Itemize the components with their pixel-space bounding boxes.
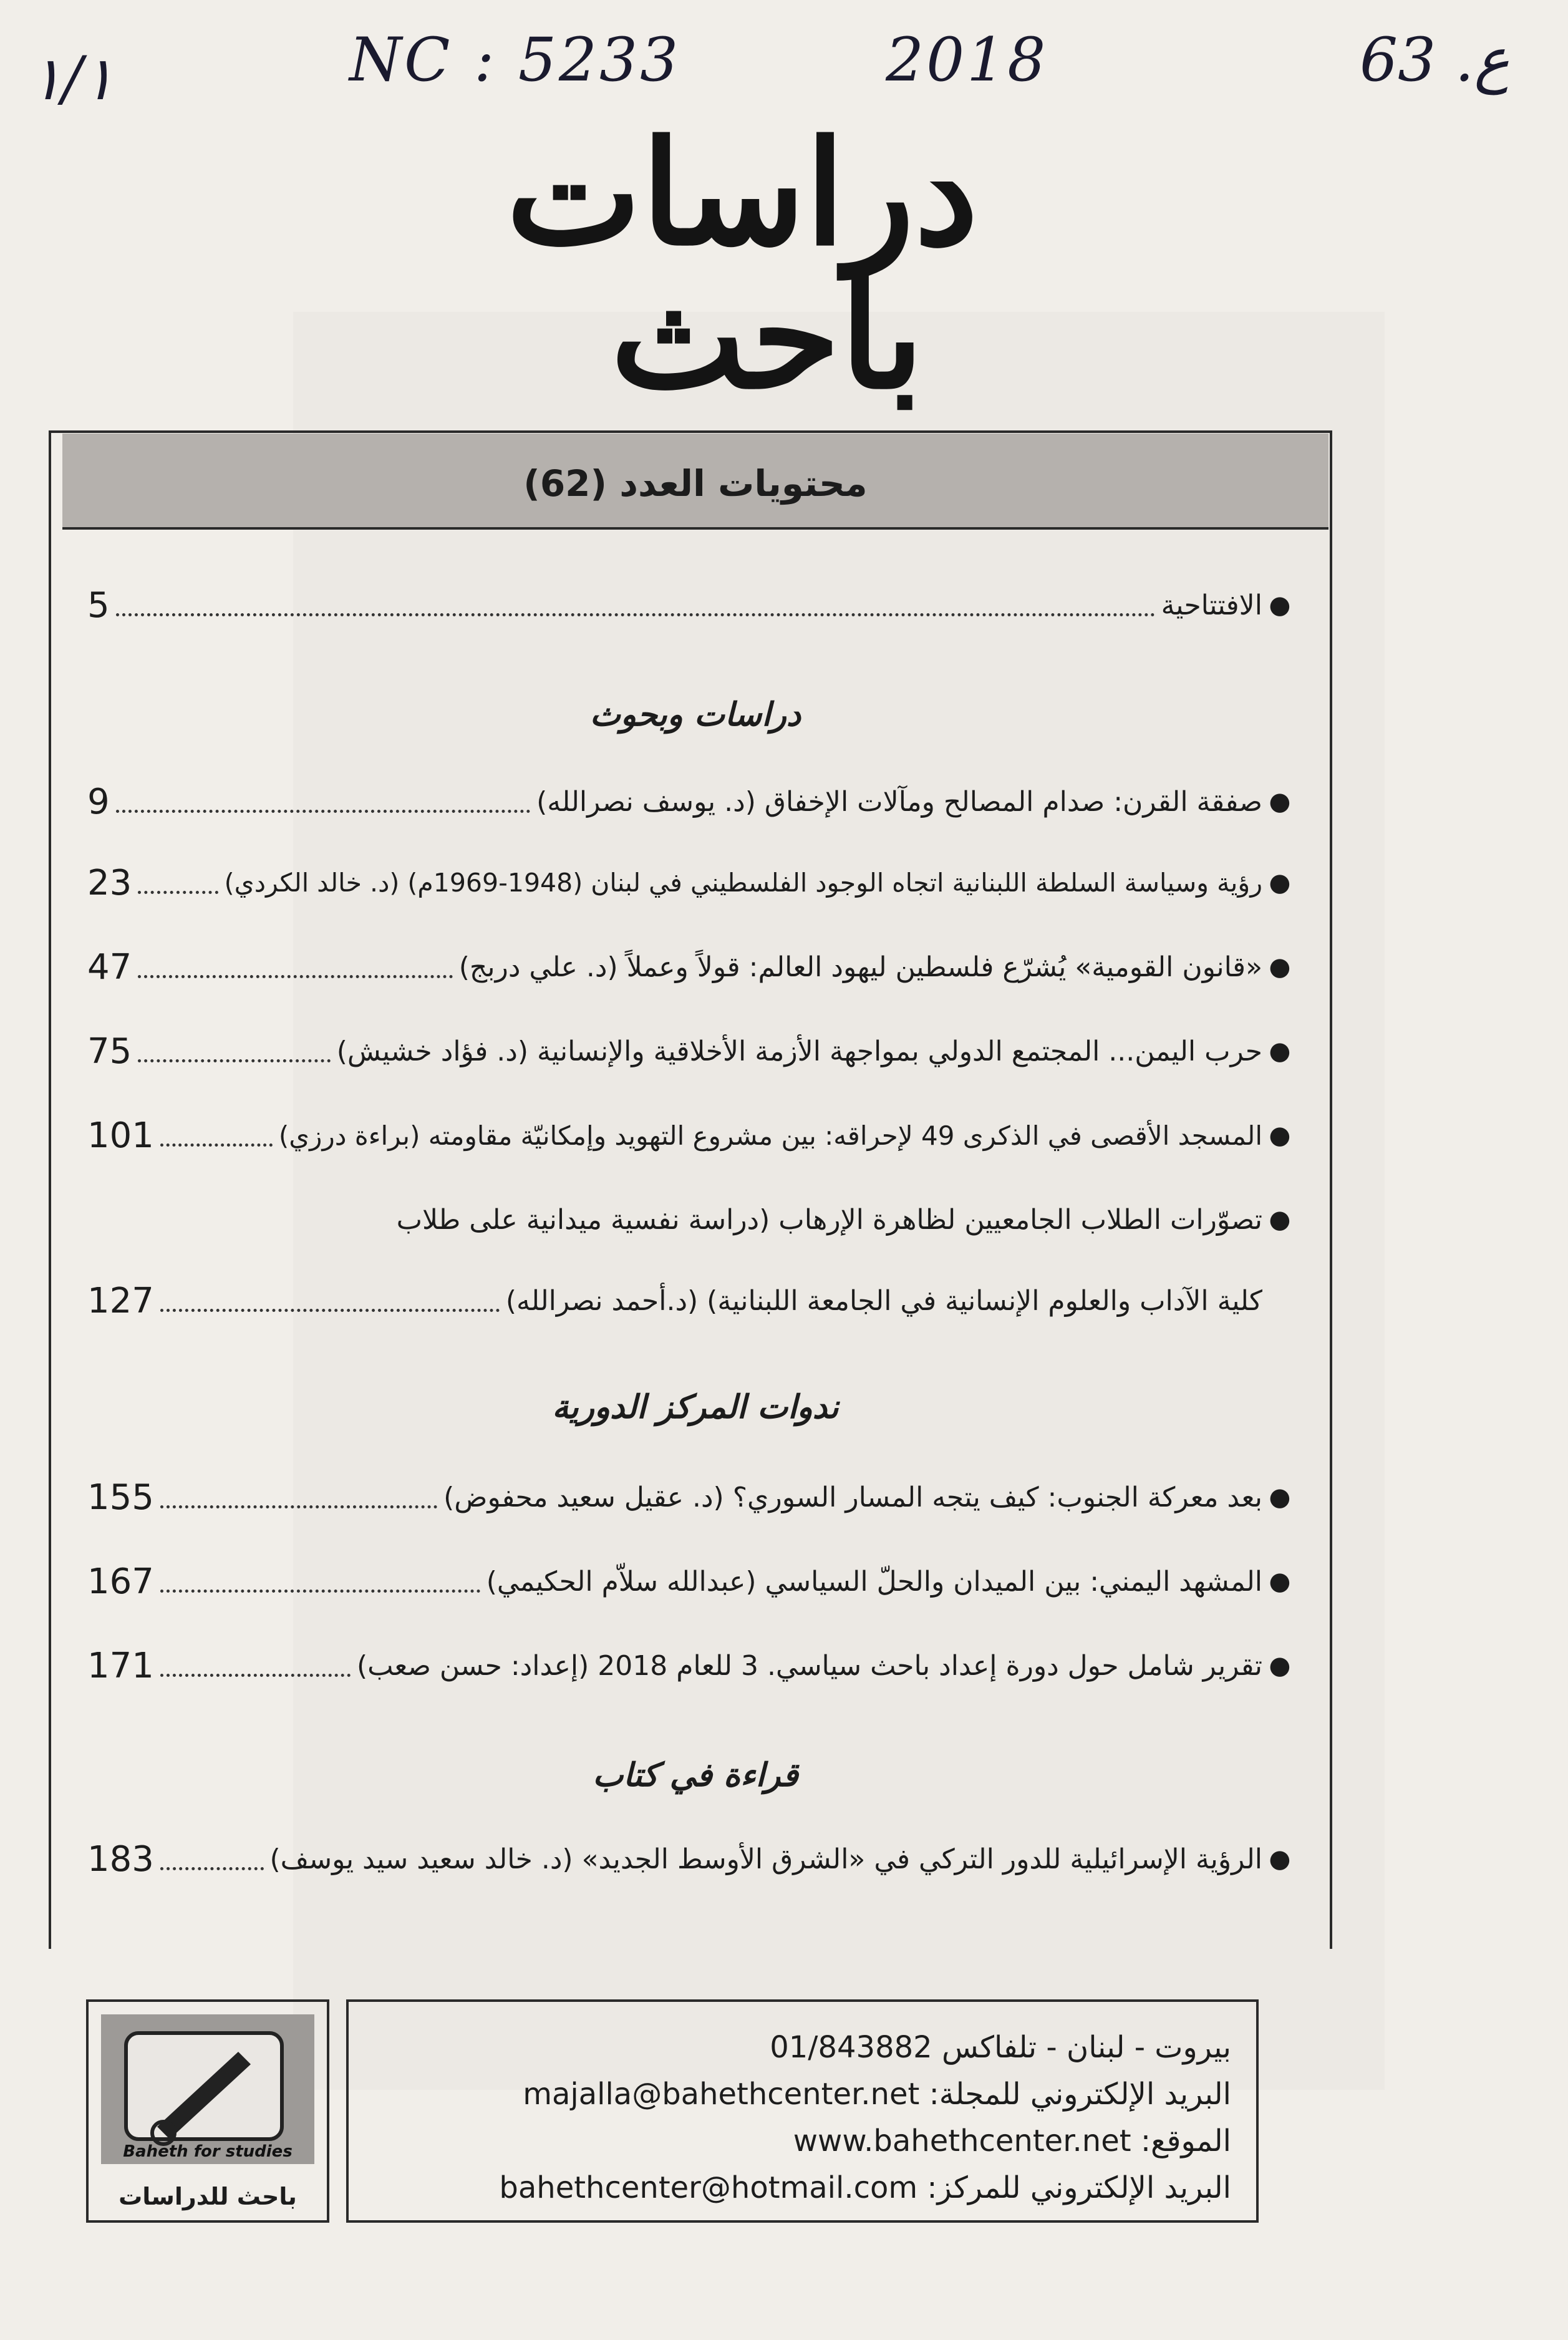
header-rule: [62, 527, 1328, 530]
toc-entry: ● الافتتاحية 5: [87, 577, 1297, 633]
emblem-image: [101, 2014, 314, 2164]
bullet-icon: ●: [1269, 787, 1291, 816]
bullet-icon: ●: [1269, 1205, 1291, 1234]
contents-frame: [49, 430, 1332, 1949]
toc-entry: ● الرؤية الإسرائيلية للدور التركي في «الشرق الأوسط الجديد» (د. خالد سعيد سيد يوسف) 183: [87, 1831, 1297, 1887]
handwritten-ref: 63 .ع: [1360, 25, 1510, 95]
dot-leader: [138, 956, 452, 978]
logo-line2: باحث: [610, 253, 924, 418]
dot-leader: [116, 791, 531, 813]
page-number: 101: [87, 1115, 154, 1156]
bullet-icon: ●: [1269, 953, 1291, 981]
page-number: 5: [87, 585, 110, 626]
bullet-icon: ●: [1269, 1845, 1291, 1873]
contents-header-title: محتويات العدد (62): [523, 462, 868, 505]
dot-leader: [160, 1571, 480, 1593]
bullet-icon: ●: [1269, 591, 1291, 619]
page-number: 127: [87, 1280, 154, 1321]
emblem-english: Baheth for studies: [123, 2142, 293, 2161]
dot-leader: [160, 1655, 351, 1677]
dot-leader: [160, 1290, 500, 1312]
page-number: 9: [87, 781, 110, 822]
handwritten-call-number: NC : 5233: [349, 25, 681, 95]
contact-website: الموقع: www.bahethcenter.net: [793, 2124, 1231, 2158]
emblem-arabic: باحث للدراسات: [119, 2183, 297, 2210]
contact-journal-email: البريد الإلكتروني للمجلة: majalla@bahethcenter.net: [523, 2077, 1231, 2112]
page-number: 155: [87, 1477, 154, 1518]
section-heading-seminars: ندوات المركز الدورية: [552, 1388, 839, 1426]
page-number: 183: [87, 1838, 154, 1880]
section-heading-studies: دراسات وبحوث: [589, 696, 801, 734]
toc-entry: ● المسجد الأقصى في الذكرى 49 لإحراقه: بين مشروع التهويد وإمكانيّة مقاومته (براءة درزي) 101: [87, 1107, 1297, 1163]
page-number: 47: [87, 946, 132, 988]
toc-entry: ● «قانون القومية» يُشرّع فلسطين ليهود العالم: قولاً وعملاً (د. علي دربج) 47: [87, 939, 1297, 995]
bullet-icon: ●: [1269, 1121, 1291, 1150]
bullet-icon: ●: [1269, 868, 1291, 897]
page-number: 171: [87, 1645, 154, 1686]
bullet-icon: ●: [1269, 1483, 1291, 1512]
toc-entry: ● صفقة القرن: صدام المصالح ومآلات الإخفاق (د. يوسف نصرالله) 9: [87, 774, 1297, 830]
handwritten-fraction: ١/١: [30, 44, 115, 114]
toc-entry: ● رؤية وسياسة السلطة اللبنانية اتجاه الوجود الفلسطيني في لبنان (1948-1969م) (د. خالد الكردي) 23: [87, 855, 1297, 911]
bullet-icon: ●: [1269, 1567, 1291, 1596]
page-number: 23: [87, 862, 132, 903]
center-emblem: [86, 1999, 329, 2223]
handwritten-year: 2018: [886, 25, 1048, 95]
pen-scroll-icon: [101, 2014, 314, 2164]
dot-leader: [138, 872, 218, 894]
section-heading-book-reading: قراءة في كتاب: [593, 1756, 798, 1794]
toc-entry: ● المشهد اليمني: بين الميدان والحلّ السياسي (عبدالله سلاّم الحكيمي) 167: [87, 1553, 1297, 1609]
contact-address: بيروت - لبنان - تلفاكس 01/843882: [770, 2030, 1231, 2065]
dot-leader: [116, 595, 1155, 616]
dot-leader: [138, 1041, 331, 1062]
bullet-icon: ●: [1269, 1651, 1291, 1680]
contact-center-email: البريد الإلكتروني للمركز: bahethcenter@hotmail.com: [499, 2170, 1231, 2205]
toc-entry: ● تقرير شامل حول دورة إعداد باحث سياسي. 3 للعام 2018 (إعداد: حسن صعب) 171: [87, 1638, 1297, 1694]
dot-leader: [160, 1125, 273, 1147]
page-number: 167: [87, 1561, 154, 1602]
dot-leader: [160, 1848, 264, 1870]
bullet-icon: ●: [1269, 1037, 1291, 1066]
journal-logo: [486, 112, 998, 418]
toc-entry: ● تصوّرات الطلاب الجامعيين لظاهرة الإرهاب (دراسة نفسية ميدانية على طلاب: [87, 1192, 1297, 1248]
toc-entry: ● حرب اليمن... المجتمع الدولي بمواجهة الأزمة الأخلاقية والإنسانية (د. فؤاد خشيش) 75: [87, 1023, 1297, 1079]
contact-box: [346, 1999, 1259, 2223]
toc-entry-continued: كلية الآداب والعلوم الإنسانية في الجامعة اللبنانية) (د.أحمد نصرالله) 127: [87, 1280, 1262, 1321]
toc-entry: ● بعد معركة الجنوب: كيف يتجه المسار السوري؟ (د. عقيل سعيد محفوض) 155: [87, 1469, 1297, 1525]
page-number: 75: [87, 1031, 132, 1072]
dot-leader: [160, 1487, 437, 1508]
logo-line1: دراسات: [506, 112, 979, 278]
